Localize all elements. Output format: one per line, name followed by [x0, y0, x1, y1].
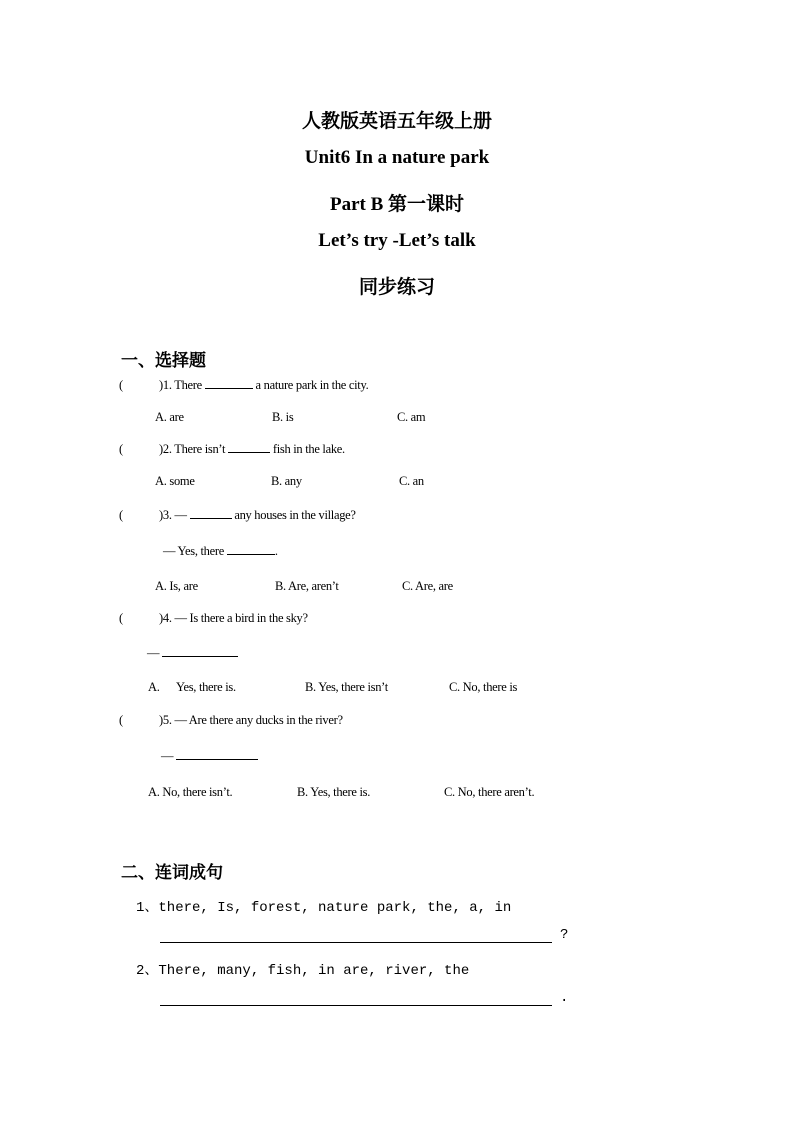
question-2-stem-end: fish in the lake. — [272, 442, 345, 456]
option-a: A. Is, are — [155, 579, 198, 593]
question-4-reply — [147, 646, 238, 661]
answer-blank[interactable] — [190, 517, 232, 519]
section-heading-sentence-building: 二、连词成句 — [121, 863, 223, 882]
question-1-stem-end: a nature park in the city. — [255, 378, 369, 392]
question-1 — [159, 378, 368, 393]
lesson-title: Let’s try -Let’s talk — [318, 230, 476, 251]
option-b: B. any — [271, 474, 302, 488]
option-a-text: Yes, there is. — [176, 680, 236, 694]
question-2-stem: )2. There isn’t — [159, 442, 226, 456]
answer-blank[interactable] — [227, 553, 275, 555]
section-heading-multiple-choice: 一、选择题 — [121, 351, 206, 370]
question-5-reply — [161, 749, 258, 764]
answer-blank[interactable] — [176, 758, 258, 760]
question-2-paren: ( — [119, 442, 123, 456]
option-c: C. No, there is — [449, 680, 518, 694]
question-3-stem-end: any houses in the village? — [234, 508, 356, 522]
question-4-stem: )4. — Is there a bird in the sky? — [159, 611, 308, 625]
question-4-paren: ( — [119, 611, 123, 625]
option-b: B. is — [272, 410, 294, 424]
option-c: C. Are, are — [402, 579, 453, 593]
reply-dash: — — [147, 646, 160, 660]
question-3-stem: )3. — — [159, 508, 187, 522]
question-5-stem: )5. — Are there any ducks in the river? — [159, 713, 343, 727]
sentence-1-end-mark: ? — [560, 927, 569, 943]
question-1-paren: ( — [119, 378, 123, 392]
reply-dash: — — [161, 749, 174, 763]
option-c: C. No, there aren’t. — [444, 785, 535, 799]
unit-title: Unit6 In a nature park — [304, 147, 490, 168]
question-3-reply — [163, 544, 278, 559]
worksheet-title: 人教版英语五年级上册 — [301, 111, 492, 132]
option-a: A. are — [155, 410, 184, 424]
question-2 — [159, 442, 345, 457]
sentence-2-end-mark: . — [560, 990, 569, 1006]
question-1-stem: )1. There — [159, 378, 202, 392]
option-a: A. — [148, 680, 160, 694]
exercise-title: 同步练习 — [358, 277, 435, 298]
sentence-1-answer-line[interactable] — [160, 942, 552, 943]
reply-end: . — [274, 544, 278, 558]
answer-blank[interactable] — [205, 387, 253, 389]
sentence-2-answer-line[interactable] — [160, 1005, 552, 1006]
answer-blank[interactable] — [162, 655, 238, 657]
option-b: B. Yes, there isn’t — [305, 680, 388, 694]
sentence-1-prompt: 1、there, Is, forest, nature park, the, a, in — [136, 900, 512, 916]
option-c: C. am — [397, 410, 426, 424]
reply-text: — Yes, there — [163, 544, 224, 558]
part-title: Part B 第一课时 — [329, 194, 465, 215]
question-3 — [159, 508, 356, 523]
option-a: A. No, there isn’t. — [148, 785, 233, 799]
sentence-2-prompt: 2、There, many, fish, in are, river, the — [136, 963, 470, 979]
option-c: C. an — [399, 474, 424, 488]
option-b: B. Are, aren’t — [275, 579, 339, 593]
question-3-paren: ( — [119, 508, 123, 522]
option-a: A. some — [155, 474, 195, 488]
option-b: B. Yes, there is. — [297, 785, 371, 799]
question-5-paren: ( — [119, 713, 123, 727]
answer-blank[interactable] — [228, 451, 270, 453]
